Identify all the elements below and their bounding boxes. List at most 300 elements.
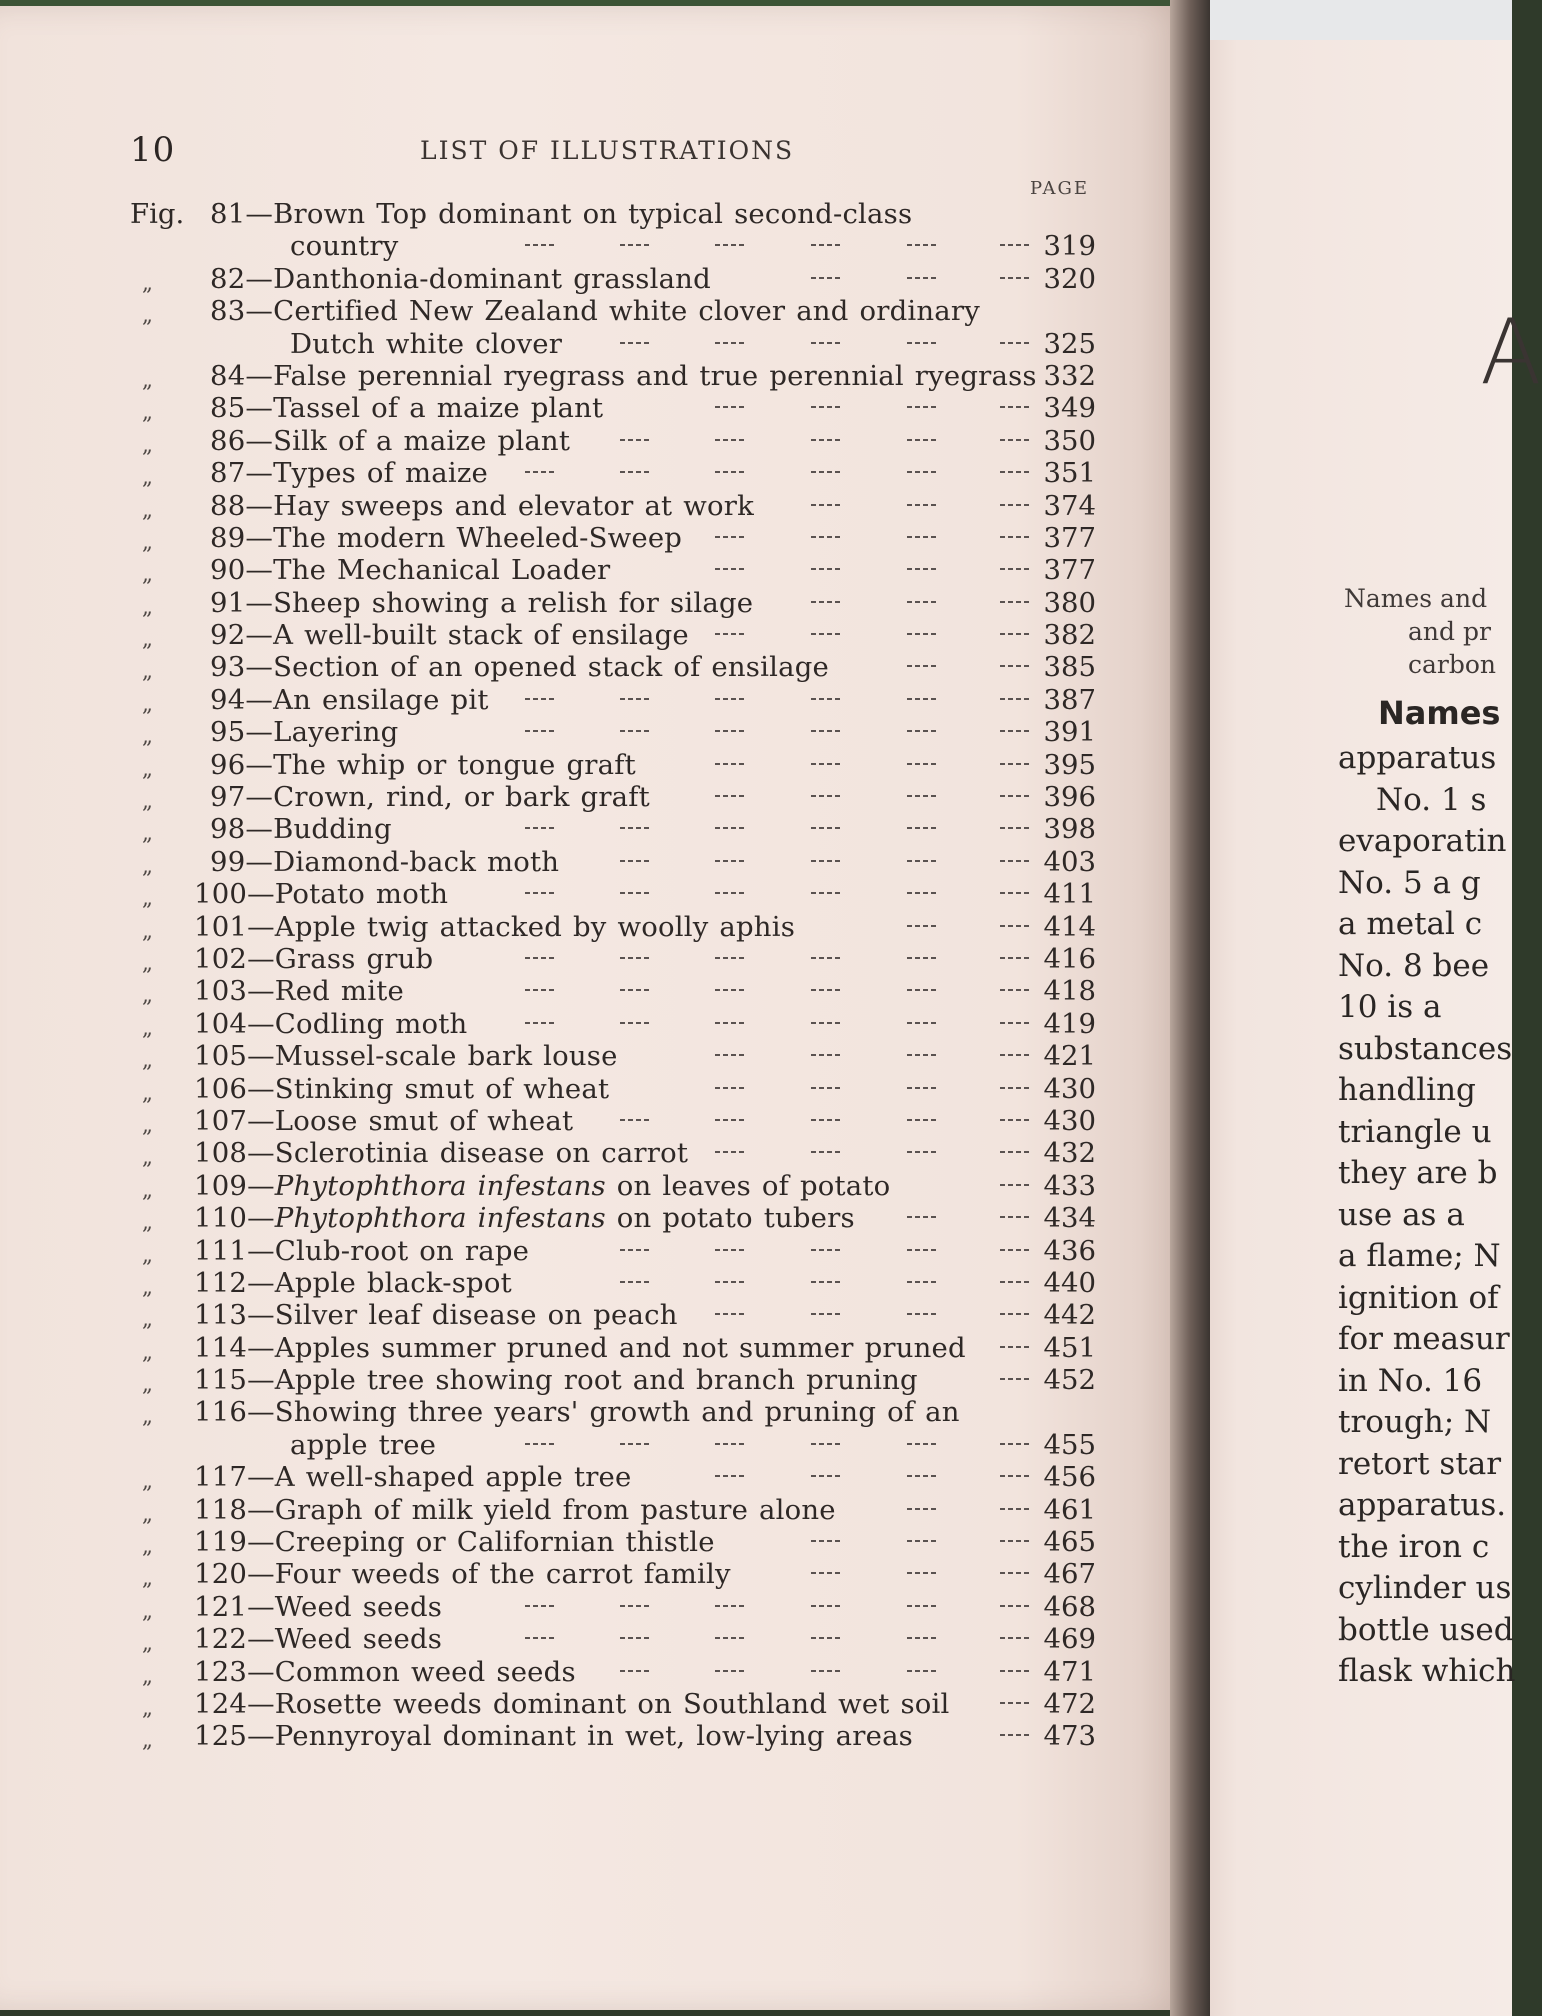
figure-caption: 98—Budding	[210, 813, 392, 846]
page-ref: 461	[1043, 1493, 1096, 1526]
figure-title: Club-root on rape	[274, 1234, 530, 1267]
figure-number: 116	[194, 1396, 248, 1429]
page-ref: 411	[1043, 878, 1096, 911]
page-ref: 451	[1043, 1331, 1096, 1364]
fig-prefix: Fig.	[130, 198, 185, 230]
ditto-mark: „	[142, 367, 153, 392]
figure-title: Showing three years' growth and pruning of an	[274, 1396, 960, 1429]
ditto-mark: „	[142, 1663, 153, 1688]
ditto-mark: „	[142, 432, 153, 457]
ditto-mark: „	[142, 983, 153, 1008]
figure-number: 102	[194, 942, 248, 975]
facing-body-line: they are b	[1338, 1155, 1498, 1191]
ditto-mark: „	[142, 594, 153, 619]
figure-title: Silver leaf disease on peach	[274, 1299, 678, 1332]
figure-title: Apple tree showing root and branch pruning	[274, 1364, 918, 1397]
facing-body-line: retort star	[1338, 1445, 1502, 1482]
figure-caption: 102—Grass grub	[194, 942, 434, 975]
figure-title: Red mite	[274, 975, 404, 1008]
figure-caption: 124—Rosette weeds dominant on Southland wet soil	[194, 1687, 950, 1720]
figure-number: 111	[194, 1234, 248, 1267]
figure-caption: 99—Diamond-back moth	[210, 845, 560, 878]
page-column-label: PAGE	[1030, 178, 1089, 199]
figure-caption: 112—Apple black-spot	[194, 1266, 512, 1299]
figure-caption: 96—The whip or tongue graft	[210, 748, 636, 781]
ditto-mark: „	[142, 1177, 153, 1202]
list-item	[0, 295, 1195, 327]
figure-title: False perennial ryegrass and true perennial ryegrass	[273, 359, 1037, 392]
figure-number: 89	[210, 521, 246, 554]
running-head	[0, 130, 1195, 170]
figure-number: 115	[194, 1364, 248, 1397]
facing-body-line: cylinder us	[1338, 1570, 1512, 1606]
list-item	[0, 878, 1195, 910]
figure-title: Creeping or Californian thistle	[274, 1526, 715, 1559]
figure-title: Budding	[273, 813, 392, 846]
figure-number: 109	[194, 1169, 248, 1202]
page-ref: 374	[1043, 489, 1096, 522]
page-ref: 395	[1043, 748, 1096, 781]
ditto-mark: „	[142, 1210, 153, 1235]
page-ref: 351	[1043, 457, 1096, 490]
figure-title: Mussel-scale bark louse	[274, 1040, 618, 1073]
list-item-continuation	[0, 1429, 1195, 1461]
page-ref: 325	[1043, 327, 1096, 360]
facing-caption-line: carbon	[1408, 650, 1497, 679]
ditto-mark: „	[142, 1080, 153, 1105]
ditto-mark: „	[142, 918, 153, 943]
figure-caption: 117—A well-shaped apple tree	[194, 1461, 632, 1494]
figure-number: 93	[210, 651, 246, 684]
facing-body-line: trough; N	[1338, 1404, 1492, 1440]
ditto-mark: „	[142, 756, 153, 781]
figure-title: Brown Top dominant on typical second-class	[273, 198, 913, 230]
page-ref: 471	[1043, 1655, 1096, 1688]
figure-caption: 88—Hay sweeps and elevator at work	[210, 489, 754, 522]
list-item	[0, 781, 1195, 813]
figure-caption: 125—Pennyroyal dominant in wet, low-lying areas	[194, 1720, 913, 1753]
list-item	[0, 360, 1195, 392]
page-ref: 434	[1043, 1202, 1096, 1235]
right-page	[1200, 40, 1512, 2016]
ditto-mark: „	[142, 1695, 153, 1720]
figure-number: 81	[210, 198, 246, 230]
ditto-mark: „	[142, 789, 153, 814]
facing-body-line: for measur	[1338, 1321, 1510, 1357]
facing-body-line: No. 5 a g	[1338, 864, 1481, 901]
figure-title: Sheep showing a relish for silage	[273, 586, 754, 619]
list-item	[0, 1558, 1195, 1590]
list-item	[0, 749, 1195, 781]
list-item	[0, 1170, 1195, 1202]
figure-number: 84	[210, 359, 246, 392]
ditto-mark: „	[142, 950, 153, 975]
page-ref: 319	[1043, 230, 1096, 263]
page-ref: 377	[1043, 554, 1096, 587]
figure-number: 117	[194, 1461, 248, 1494]
chapter-initial: A	[1480, 300, 1542, 405]
list-item	[0, 1267, 1195, 1299]
figure-number: 91	[210, 586, 246, 619]
figure-number: 123	[194, 1655, 248, 1688]
figure-number: 119	[194, 1526, 248, 1559]
page-ref: 452	[1043, 1364, 1096, 1397]
ditto-mark: „	[142, 1307, 153, 1332]
page-ref: 421	[1043, 1040, 1096, 1073]
list-item	[0, 975, 1195, 1007]
facing-body-line: ignition of	[1338, 1279, 1499, 1316]
facing-body-line: a metal c	[1338, 906, 1483, 942]
figure-caption: 120—Four weeds of the carrot family	[194, 1558, 731, 1591]
list-item	[0, 1073, 1195, 1105]
figure-title: Rosette weeds dominant on Southland wet soil	[274, 1687, 950, 1720]
page-ref: 414	[1043, 910, 1096, 943]
figure-title: Hay sweeps and elevator at work	[273, 489, 754, 522]
list-item	[0, 1105, 1195, 1137]
page-ref: 403	[1043, 845, 1096, 878]
page-ref: 442	[1043, 1299, 1096, 1332]
figure-title: Section of an opened stack of ensilage	[273, 651, 829, 684]
figure-title: on leaves of potato	[605, 1169, 891, 1202]
list-item	[0, 198, 1195, 230]
list-item	[0, 943, 1195, 975]
page-ref: 377	[1043, 521, 1096, 554]
ditto-mark: „	[142, 1566, 153, 1591]
facing-body-line: No. 1 s	[1376, 781, 1487, 818]
figure-caption: 121—Weed seeds	[194, 1590, 443, 1623]
figure-caption: 111—Club-root on rape	[194, 1234, 530, 1267]
list-item	[0, 522, 1195, 554]
ditto-mark: „	[142, 821, 153, 846]
list-item	[0, 813, 1195, 845]
figure-title: Codling moth	[274, 1007, 468, 1040]
figure-number: 82	[210, 262, 246, 295]
figure-number: 94	[210, 683, 246, 716]
page-ref: 350	[1043, 424, 1096, 457]
list-item	[0, 1040, 1195, 1072]
list-item-continuation	[0, 230, 1195, 262]
ditto-mark: „	[142, 627, 153, 652]
figure-title: A well-built stack of ensilage	[273, 619, 689, 652]
ditto-mark: „	[142, 1048, 153, 1073]
list-item	[0, 1494, 1195, 1526]
species-name: Phytophthora infestans	[274, 1169, 606, 1202]
page-ref: 432	[1043, 1137, 1096, 1170]
page-ref: 467	[1043, 1558, 1096, 1591]
page-ref: 433	[1043, 1169, 1096, 1202]
ditto-mark: „	[142, 1015, 153, 1040]
figure-number: 86	[210, 424, 246, 457]
figure-title: Graph of milk yield from pasture alone	[274, 1493, 836, 1526]
figure-caption: 104—Codling moth	[194, 1007, 468, 1040]
list-item	[0, 1235, 1195, 1267]
page-ref: 473	[1043, 1720, 1096, 1753]
page-number: 10	[130, 130, 176, 170]
list-item	[0, 846, 1195, 878]
page-ref: 380	[1043, 586, 1096, 619]
ditto-mark: „	[142, 1112, 153, 1137]
figure-title-continued: Dutch white clover	[290, 327, 563, 360]
figure-number: 112	[194, 1266, 248, 1299]
ditto-mark: „	[142, 1404, 153, 1429]
page-ref: 382	[1043, 619, 1096, 652]
facing-body-line: flask which	[1338, 1653, 1516, 1689]
ditto-mark: „	[142, 1145, 153, 1170]
figure-number: 106	[194, 1072, 248, 1105]
page-ref: 440	[1043, 1266, 1096, 1299]
page-ref: 391	[1043, 716, 1096, 749]
figure-title: Weed seeds	[274, 1623, 443, 1656]
figure-title: Layering	[273, 716, 399, 749]
ditto-mark: „	[142, 400, 153, 425]
list-item	[0, 651, 1195, 683]
figure-title: The modern Wheeled-Sweep	[273, 521, 683, 554]
list-item	[0, 619, 1195, 651]
list-item	[0, 1623, 1195, 1655]
figure-number: 120	[194, 1558, 248, 1591]
list-item	[0, 716, 1195, 748]
figure-title: Apple twig attacked by woolly aphis	[274, 910, 796, 943]
background-surface	[1180, 0, 1512, 40]
figure-title: The Mechanical Loader	[273, 554, 611, 587]
facing-body-line: use as a	[1338, 1196, 1465, 1233]
ditto-mark: „	[142, 1598, 153, 1623]
figure-title: Crown, rind, or bark graft	[273, 781, 650, 814]
page-ref: 387	[1043, 683, 1096, 716]
ditto-mark: „	[142, 465, 153, 490]
facing-caption-line: Names and	[1344, 584, 1488, 613]
facing-caption-line: and pr	[1408, 617, 1491, 646]
figure-number: 90	[210, 554, 246, 587]
page-ref: 385	[1043, 651, 1096, 684]
page-ref: 418	[1043, 975, 1096, 1008]
facing-heading: Names	[1378, 694, 1501, 732]
figure-caption: 85—Tassel of a maize plant	[210, 392, 604, 425]
figure-number: 107	[194, 1104, 248, 1137]
ditto-mark: „	[142, 497, 153, 522]
list-item	[0, 1656, 1195, 1688]
ditto-mark: „	[142, 1728, 153, 1753]
figure-caption: 92—A well-built stack of ensilage	[210, 619, 689, 652]
figure-number: 124	[194, 1687, 248, 1720]
figure-number: 87	[210, 457, 246, 490]
figure-caption: 107—Loose smut of wheat	[194, 1104, 574, 1137]
figure-number: 118	[194, 1493, 248, 1526]
ditto-mark: „	[142, 562, 153, 587]
figure-title: Danthonia-dominant grassland	[273, 262, 711, 295]
figure-number: 122	[194, 1623, 248, 1656]
figure-caption: 100—Potato moth	[194, 878, 449, 911]
ditto-mark: „	[142, 1469, 153, 1494]
figure-caption: 97—Crown, rind, or bark graft	[210, 781, 650, 814]
facing-body-line: handling	[1338, 1072, 1476, 1108]
figure-number: 92	[210, 619, 246, 652]
ditto-mark: „	[142, 1242, 153, 1267]
list-item	[0, 457, 1195, 489]
figure-number: 104	[194, 1007, 248, 1040]
figure-title: Apple black-spot	[274, 1266, 512, 1299]
figure-caption: 108—Sclerotinia disease on carrot	[194, 1137, 689, 1170]
figure-title: Common weed seeds	[274, 1655, 576, 1688]
figure-title: Stinking smut of wheat	[274, 1072, 610, 1105]
figure-caption: 87—Types of maize	[210, 457, 489, 490]
figure-caption: 84—False perennial ryegrass and true perennial ryegrass	[210, 359, 1037, 392]
list-item	[0, 684, 1195, 716]
page-ref: 468	[1043, 1590, 1096, 1623]
ditto-mark: „	[142, 303, 153, 328]
page-ref: 436	[1043, 1234, 1096, 1267]
list-item	[0, 263, 1195, 295]
figure-caption: 118—Graph of milk yield from pasture alone	[194, 1493, 836, 1526]
list-item	[0, 587, 1195, 619]
list-item	[0, 425, 1195, 457]
figure-caption: 122—Weed seeds	[194, 1623, 443, 1656]
figure-caption: 90—The Mechanical Loader	[210, 554, 611, 587]
ditto-mark: „	[142, 886, 153, 911]
list-item	[0, 1461, 1195, 1493]
page-ref: 398	[1043, 813, 1096, 846]
figure-title: Silk of a maize plant	[273, 424, 571, 457]
figure-caption: 106—Stinking smut of wheat	[194, 1072, 610, 1105]
ditto-mark: „	[142, 1274, 153, 1299]
figure-caption: 89—The modern Wheeled-Sweep	[210, 521, 683, 554]
figure-title: Certified New Zealand white clover and ordinary	[273, 295, 980, 328]
species-name: Phytophthora infestans	[274, 1202, 606, 1235]
figure-number: 113	[194, 1299, 248, 1332]
list-item	[0, 1008, 1195, 1040]
illustration-list	[0, 198, 1195, 1753]
figure-title-continued: country	[290, 230, 399, 263]
figure-title: Loose smut of wheat	[274, 1104, 574, 1137]
list-item-continuation	[0, 328, 1195, 360]
figure-number: 101	[194, 910, 248, 943]
figure-caption: 81—Brown Top dominant on typical second-class	[210, 198, 913, 230]
list-item	[0, 490, 1195, 522]
list-item	[0, 1202, 1195, 1234]
figure-number: 121	[194, 1590, 248, 1623]
figure-caption: 94—An ensilage pit	[210, 683, 489, 716]
list-item	[0, 1396, 1195, 1428]
page-ref: 430	[1043, 1072, 1096, 1105]
figure-number: 85	[210, 392, 246, 425]
figure-caption: 101—Apple twig attacked by woolly aphis	[194, 910, 796, 943]
list-item	[0, 1137, 1195, 1169]
figure-caption: 95—Layering	[210, 716, 399, 749]
figure-title: Four weeds of the carrot family	[274, 1558, 731, 1591]
figure-number: 114	[194, 1331, 248, 1364]
page-ref: 349	[1043, 392, 1096, 425]
ditto-mark: „	[142, 659, 153, 684]
figure-number: 99	[210, 845, 246, 878]
figure-caption: 110—Phytophthora infestans on potato tubers	[194, 1202, 855, 1235]
figure-caption: 93—Section of an opened stack of ensilage	[210, 651, 829, 684]
ditto-mark: „	[142, 1501, 153, 1526]
ditto-mark: „	[142, 1631, 153, 1656]
page-ref: 332	[1043, 359, 1096, 392]
page-ref: 430	[1043, 1104, 1096, 1137]
figure-number: 108	[194, 1137, 248, 1170]
figure-caption: 91—Sheep showing a relish for silage	[210, 586, 754, 619]
page-ref: 469	[1043, 1623, 1096, 1656]
figure-caption: 105—Mussel-scale bark louse	[194, 1040, 618, 1073]
figure-number: 88	[210, 489, 246, 522]
figure-title: Tassel of a maize plant	[273, 392, 604, 425]
facing-body-line: the iron c	[1338, 1528, 1490, 1565]
figure-caption: 82—Danthonia-dominant grassland	[210, 262, 711, 295]
figure-title: Apples summer pruned and not summer pruned	[274, 1331, 966, 1364]
figure-caption: 116—Showing three years' growth and pruning of an	[194, 1396, 960, 1429]
figure-number: 125	[194, 1720, 248, 1753]
list-item	[0, 1299, 1195, 1331]
figure-title: A well-shaped apple tree	[274, 1461, 632, 1494]
figure-number: 95	[210, 716, 246, 749]
page-ref: 320	[1043, 262, 1096, 295]
figure-title: Sclerotinia disease on carrot	[274, 1137, 689, 1170]
figure-number: 103	[194, 975, 248, 1008]
figure-number: 96	[210, 748, 246, 781]
page-title: LIST OF ILLUSTRATIONS	[420, 136, 795, 165]
figure-title: Diamond-back moth	[273, 845, 560, 878]
list-item	[0, 1526, 1195, 1558]
figure-number: 110	[194, 1202, 248, 1235]
figure-number: 105	[194, 1040, 248, 1073]
page-ref: 456	[1043, 1461, 1096, 1494]
facing-body-line: 10 is a	[1338, 989, 1442, 1025]
figure-number: 98	[210, 813, 246, 846]
figure-title: Potato moth	[274, 878, 449, 911]
facing-body-line: a flame; N	[1338, 1238, 1501, 1274]
figure-title: Types of maize	[273, 457, 489, 490]
figure-caption: 103—Red mite	[194, 975, 404, 1008]
ditto-mark: „	[142, 1534, 153, 1559]
figure-title: An ensilage pit	[273, 683, 489, 716]
list-item	[0, 911, 1195, 943]
figure-caption: 114—Apples summer pruned and not summer pruned	[194, 1331, 966, 1364]
page-ref: 419	[1043, 1007, 1096, 1040]
ditto-mark: „	[142, 529, 153, 554]
figure-title: Pennyroyal dominant in wet, low-lying areas	[274, 1720, 913, 1753]
figure-caption: 119—Creeping or Californian thistle	[194, 1526, 715, 1559]
figure-caption: 83—Certified New Zealand white clover and ordinary	[210, 295, 980, 328]
list-item	[0, 1688, 1195, 1720]
facing-body-line: substances	[1338, 1030, 1513, 1067]
figure-number: 83	[210, 295, 246, 328]
figure-caption: 86—Silk of a maize plant	[210, 424, 571, 457]
facing-body-line: apparatus.	[1338, 1487, 1507, 1523]
page-ref: 416	[1043, 942, 1096, 975]
ditto-mark: „	[142, 724, 153, 749]
figure-caption: 113—Silver leaf disease on peach	[194, 1299, 678, 1332]
page-ref: 465	[1043, 1526, 1096, 1559]
page-ref: 455	[1043, 1428, 1096, 1461]
figure-title: on potato tubers	[605, 1202, 855, 1235]
figure-caption: 115—Apple tree showing root and branch pruning	[194, 1364, 918, 1397]
list-item	[0, 554, 1195, 586]
list-item	[0, 1591, 1195, 1623]
page-ref: 396	[1043, 781, 1096, 814]
figure-title: The whip or tongue graft	[273, 748, 636, 781]
list-item	[0, 1720, 1195, 1752]
facing-body-line: apparatus	[1338, 740, 1497, 776]
figure-title-continued: apple tree	[290, 1428, 437, 1461]
figure-caption: 123—Common weed seeds	[194, 1655, 576, 1688]
ditto-mark: „	[142, 691, 153, 716]
figure-number: 97	[210, 781, 246, 814]
list-item	[0, 1332, 1195, 1364]
facing-body-line: No. 8 bee	[1338, 947, 1490, 984]
list-item	[0, 1364, 1195, 1396]
figure-caption: 109—Phytophthora infestans on leaves of potato	[194, 1169, 891, 1202]
